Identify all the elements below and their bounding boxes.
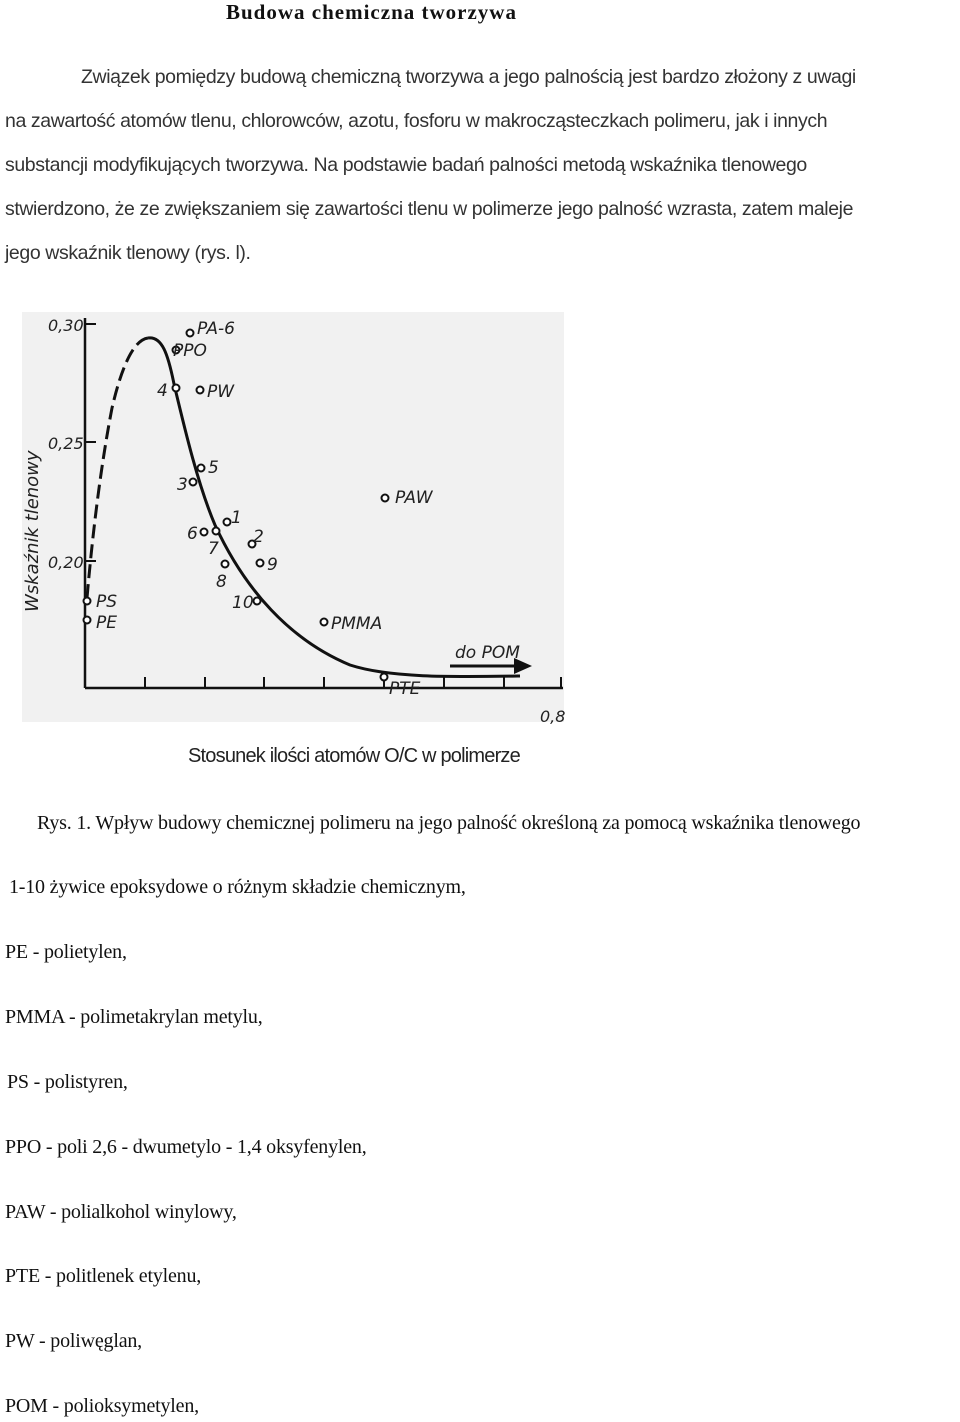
paragraph-line: na zawartość atomów tlenu, chlorowców, azotu, fosforu w makrocząsteczkach polimeru, jak i innych bbox=[5, 110, 828, 132]
legend-item: PW - poliwęglan, bbox=[5, 1330, 142, 1352]
point-label: PA-6 bbox=[197, 319, 235, 339]
point-label: 7 bbox=[208, 539, 219, 559]
point-5 bbox=[198, 465, 205, 472]
point-10 bbox=[254, 598, 261, 605]
legend-item: PMMA - polimetakrylan metylu, bbox=[5, 1006, 263, 1028]
legend-item: 1-10 żywice epoksydowe o różnym składzie chemicznym, bbox=[9, 876, 466, 898]
legend-item: PAW - polialkohol winylowy, bbox=[5, 1201, 237, 1223]
point-pe bbox=[84, 617, 91, 624]
point-paw bbox=[382, 495, 389, 502]
paragraph-line: Związek pomiędzy budową chemiczną tworzywa a jego palnością jest bardzo złożony z uwagi bbox=[81, 66, 856, 88]
point-label: PAW bbox=[395, 488, 433, 508]
point-label: PPO bbox=[173, 341, 207, 361]
point-4 bbox=[173, 385, 180, 392]
point-label: 10 bbox=[232, 593, 254, 613]
point-label: PTE bbox=[389, 679, 421, 699]
point-label: 4 bbox=[157, 381, 168, 401]
y-tick-label: 0,25 bbox=[48, 434, 84, 453]
point-pw bbox=[197, 387, 204, 394]
point-label: 8 bbox=[216, 572, 227, 592]
point-pa6 bbox=[187, 330, 194, 337]
point-pmma bbox=[321, 619, 328, 626]
point-label: 6 bbox=[187, 524, 198, 544]
point-label: 9 bbox=[267, 555, 278, 575]
y-tick-label: 0,30 bbox=[48, 316, 84, 335]
legend-item: POM - polioksymetylen, bbox=[5, 1395, 199, 1417]
paragraph-line: substancji modyfikujących tworzywa. Na podstawie badań palności metodą wskaźnika tlenowego bbox=[5, 154, 807, 176]
point-1 bbox=[224, 519, 231, 526]
y-axis-title: Wskaźnik tlenowy bbox=[22, 450, 43, 612]
document-title: Budowa chemiczna tworzywa bbox=[226, 0, 517, 24]
legend-item: PS - polistyren, bbox=[7, 1071, 128, 1093]
point-3 bbox=[190, 479, 197, 486]
point-ps bbox=[84, 598, 91, 605]
legend-item: PPO - poli 2,6 - dwumetylo - 1,4 oksyfenylen, bbox=[5, 1136, 367, 1158]
x-axis-title: Stosunek ilości atomów O/C w polimerze bbox=[188, 745, 520, 767]
legend-item: PTE - politlenek etylenu, bbox=[5, 1265, 202, 1287]
legend-item: PE - polietylen, bbox=[5, 941, 127, 963]
point-label: PS bbox=[96, 592, 118, 612]
point-9 bbox=[257, 560, 264, 567]
paragraph-line: stwierdzono, że ze zwiększaniem się zawartości tlenu w polimerze jego palność wzrasta, zatem maleje bbox=[5, 198, 854, 220]
point-label: PW bbox=[207, 382, 235, 402]
point-label: PE bbox=[96, 613, 117, 633]
figure-caption: Rys. 1. Wpływ budowy chemicznej polimeru na jego palność określoną za pomocą wskaźnika tlenowego bbox=[37, 812, 861, 834]
paragraph-line: jego wskaźnik tlenowy (rys. l). bbox=[5, 242, 251, 264]
point-label: 5 bbox=[208, 458, 219, 478]
point-label: PMMA bbox=[331, 614, 383, 634]
pom-arrow-label: do POM bbox=[455, 643, 520, 663]
x-end-tick-label: 0,8 bbox=[540, 707, 566, 726]
point-6 bbox=[201, 529, 208, 536]
intro-paragraph bbox=[5, 55, 960, 275]
point-pte bbox=[381, 674, 388, 681]
point-label: 1 bbox=[231, 508, 242, 528]
point-7 bbox=[213, 528, 220, 535]
oxygen-index-figure bbox=[20, 310, 570, 730]
point-label: 3 bbox=[177, 475, 188, 495]
point-8 bbox=[222, 561, 229, 568]
point-label: 2 bbox=[253, 527, 264, 547]
y-tick-label: 0,20 bbox=[48, 553, 84, 572]
